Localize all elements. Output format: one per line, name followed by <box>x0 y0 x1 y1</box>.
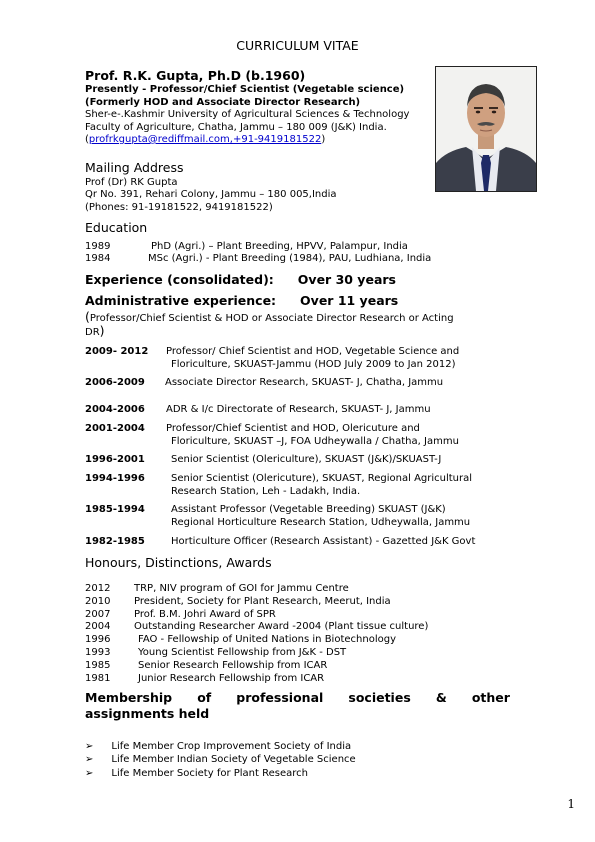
membership-item <box>85 741 351 752</box>
membership-heading-line1 <box>85 690 510 706</box>
honour-desc: FAO - Fellowship of United Nations in Biotechnology <box>138 634 396 645</box>
experience-consolidated <box>85 272 396 287</box>
honour-year: 1993 <box>85 647 111 658</box>
experience-year: 2004-2006 <box>85 404 145 415</box>
mailing-line-phones: (Phones: 91-19181522, 9419181522) <box>85 202 273 213</box>
experience-admin-value: Over 11 years <box>300 293 399 308</box>
honour-year: 2004 <box>85 621 111 632</box>
arrow-bullet-icon: ➢ <box>85 741 94 752</box>
honours-heading: Honours, Distinctions, Awards <box>85 555 272 570</box>
honour-desc: TRP, NIV program of GOI for Jammu Centre <box>134 583 349 594</box>
admin-note-text: Professor/Chief Scientist & HOD or Associate Director Research or Acting <box>89 313 454 324</box>
honour-desc: Prof. B.M. Johri Award of SPR <box>134 609 276 620</box>
membership-heading-line2: assignments held <box>85 706 210 721</box>
profile-former-position: (Formerly HOD and Associate Director Research) <box>85 97 361 108</box>
experience-desc: Senior Scientist (Olericulture), SKUAST (J&K)/SKUAST-J <box>171 454 442 465</box>
page-number: 1 <box>567 797 575 811</box>
profile-university: Sher-e-.Kashmir University of Agricultural Sciences & Technology <box>85 109 410 120</box>
honour-desc: Senior Research Fellowship from ICAR <box>138 660 328 671</box>
membership-heading-word: other <box>471 690 510 705</box>
experience-desc-cont: Research Station, Leh - Ladakh, India. <box>171 486 361 497</box>
honour-desc: Outstanding Researcher Award -2004 (Plant tissue culture) <box>134 621 429 632</box>
experience-year: 1982-1985 <box>85 536 145 547</box>
education-year: 1989 <box>85 241 111 252</box>
education-desc: MSc (Agri.) - Plant Breeding (1984), PAU, Ludhiana, India <box>148 253 432 264</box>
honour-desc: Young Scientist Fellowship from J&K - DST <box>138 647 347 658</box>
experience-desc-cont: Regional Horticulture Research Station, Udheywalla, Jammu <box>171 517 471 528</box>
contact-open-paren: ( <box>85 134 89 145</box>
honour-year: 2012 <box>85 583 111 594</box>
education-heading: Education <box>85 220 148 235</box>
admin-note-close-paren: ) <box>99 323 105 338</box>
education-desc: PhD (Agri.) – Plant Breeding, HPVV, Palampur, India <box>151 241 408 252</box>
membership-item-text: Life Member Society for Plant Research <box>111 768 308 779</box>
profile-contact <box>85 134 325 145</box>
experience-desc: Assistant Professor (Vegetable Breeding) SKUAST (J&K) <box>171 504 446 515</box>
experience-year: 1985-1994 <box>85 504 145 515</box>
education-year: 1984 <box>85 253 111 264</box>
membership-heading <box>85 690 510 722</box>
experience-year: 2009- 2012 <box>85 346 149 357</box>
experience-admin-note <box>85 309 454 324</box>
membership-item <box>85 768 308 779</box>
experience-year: 1996-2001 <box>85 454 145 465</box>
honour-year: 1996 <box>85 634 111 645</box>
honour-desc: Junior Research Fellowship from ICAR <box>138 673 325 684</box>
experience-consolidated-label: Experience (consolidated): <box>85 272 274 287</box>
experience-admin-label: Administrative experience: <box>85 293 277 308</box>
contact-close-paren: ) <box>321 134 326 145</box>
experience-administrative <box>85 293 398 308</box>
profile-name: Prof. R.K. Gupta, Ph.D (b.1960) <box>85 68 306 83</box>
honour-year: 2007 <box>85 609 111 620</box>
experience-desc: Horticulture Officer (Research Assistant) - Gazetted J&K Govt <box>171 536 476 547</box>
membership-item <box>85 754 356 765</box>
experience-desc-cont: Floriculture, SKUAST –J, FOA Udheywalla / Chatha, Jammu <box>171 436 459 447</box>
experience-desc-cont: Floriculture, SKUAST-Jammu (HOD July 2009 to Jan 2012) <box>171 359 456 370</box>
honour-desc: President, Society for Plant Research, Meerut, India <box>134 596 391 607</box>
experience-year: 1994-1996 <box>85 473 145 484</box>
membership-heading-word: professional <box>236 690 324 705</box>
document-title: CURRICULUM VITAE <box>236 38 359 53</box>
admin-note-open-paren: ( <box>85 309 90 324</box>
experience-desc: Associate Director Research, SKUAST- J, Chatha, Jammu <box>165 377 444 388</box>
portrait-image <box>436 67 536 191</box>
membership-heading-word: & <box>435 690 447 705</box>
honour-year: 1981 <box>85 673 111 684</box>
experience-desc: Professor/ Chief Scientist and HOD, Vegetable Science and <box>166 346 460 357</box>
admin-note-text-cont: DR <box>85 327 100 338</box>
profile-faculty: Faculty of Agriculture, Chatha, Jammu – 180 009 (J&K) India. <box>85 122 387 133</box>
contact-email-link[interactable]: profrkgupta@rediffmail.com,+91-9419181522 <box>88 134 322 145</box>
experience-desc: Professor/Chief Scientist and HOD, Olericuture and <box>166 423 420 434</box>
experience-year: 2001-2004 <box>85 423 145 434</box>
arrow-bullet-icon: ➢ <box>85 754 94 765</box>
experience-consolidated-value: Over 30 years <box>297 272 396 287</box>
experience-admin-note-cont <box>85 323 105 338</box>
mailing-heading: Mailing Address <box>85 160 184 175</box>
profile-photo <box>435 66 537 192</box>
profile-position: Presently - Professor/Chief Scientist (Vegetable science) <box>85 84 405 95</box>
membership-heading-word: societies <box>348 690 411 705</box>
experience-desc: ADR & I/c Directorate of Research, SKUAST- J, Jammu <box>166 404 431 415</box>
membership-heading-word: Membership <box>85 690 173 705</box>
membership-item-text: Life Member Indian Society of Vegetable Science <box>111 754 356 765</box>
experience-desc: Senior Scientist (Olericuture), SKUAST, Regional Agricultural <box>171 473 473 484</box>
membership-item-text: Life Member Crop Improvement Society of India <box>111 741 352 752</box>
honour-year: 2010 <box>85 596 111 607</box>
arrow-bullet-icon: ➢ <box>85 768 94 779</box>
experience-year: 2006-2009 <box>85 377 145 388</box>
membership-heading-word: of <box>197 690 212 705</box>
mailing-line-address: Qr No. 391, Rehari Colony, Jammu – 180 005,India <box>85 189 337 200</box>
mailing-line-name: Prof (Dr) RK Gupta <box>85 177 178 188</box>
honour-year: 1985 <box>85 660 111 671</box>
